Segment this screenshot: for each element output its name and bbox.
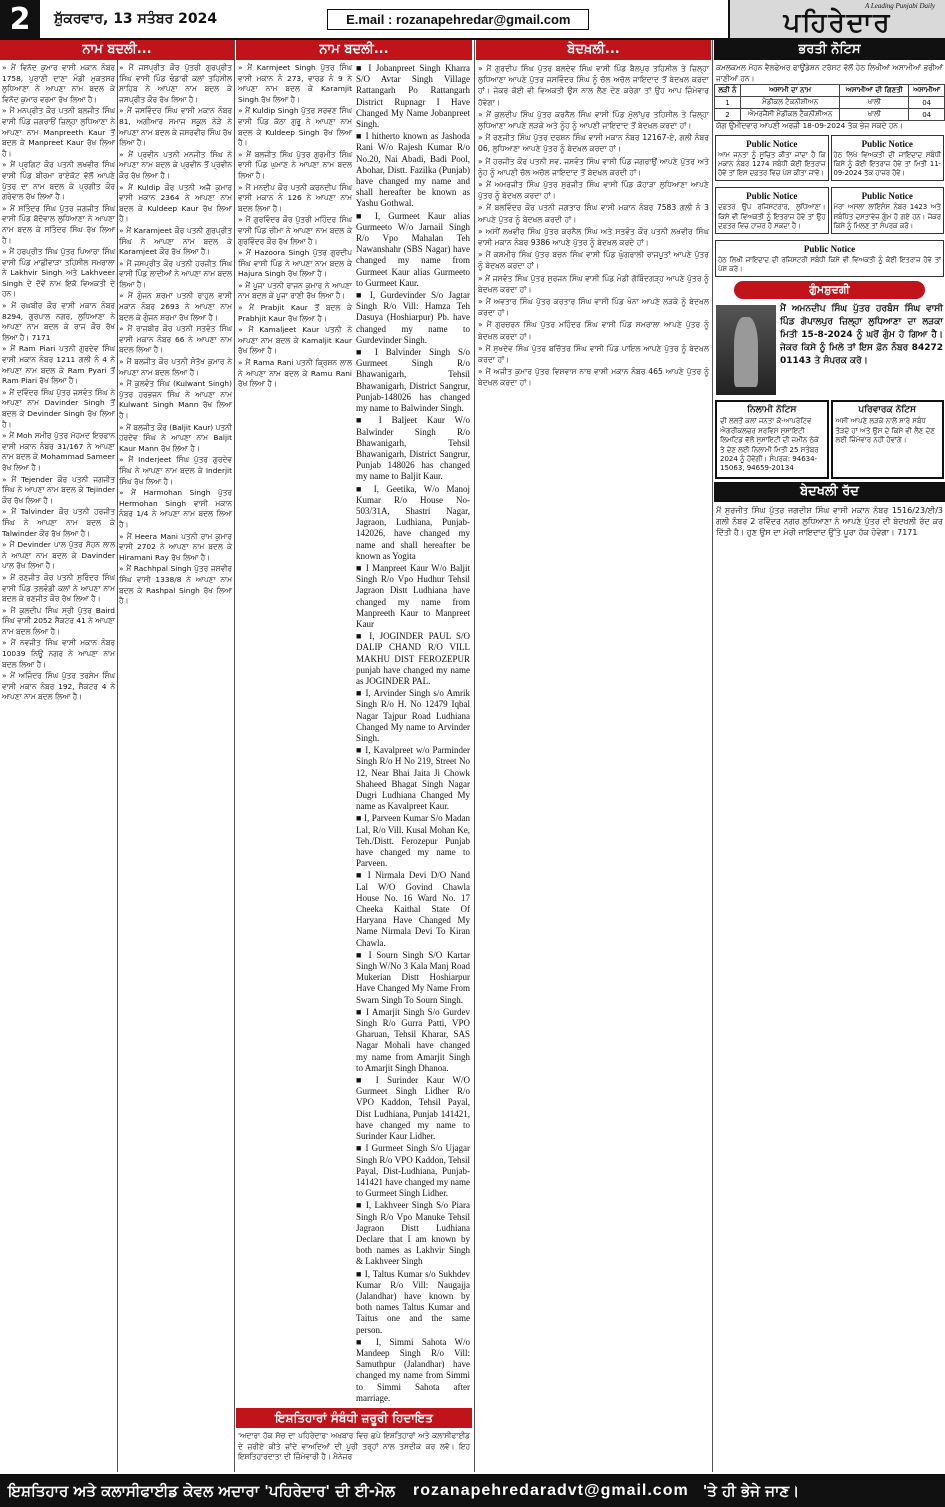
notice-item: » ਮੈਂ ਕੁਲਵੰਤ ਸਿੰਘ (Kulwant Singh) ਪੁੱਤਰ ਹਰਭਜਨ ਸਿੰਘ ਨੇ ਆਪਣਾ ਨਾਮ Kulwant Singh Mann ਰੱਖ ਲਿਆ ਹੈ।	[119, 379, 232, 420]
notice-item: » ਮੈਂ Moh ਸਮੀਰ ਪੁੱਤਰ ਮੋਹਮਦ ਇਰਫਾਨ ਵਾਸੀ ਮਕਾਨ ਨੰਬਰ 31/167 ਨੇ ਆਪਣਾ ਨਾਮ ਬਦਲ ਕੇ Mohammad Sameer ਰੱਖ ਲਿਆ ਹੈ।	[2, 431, 115, 472]
family-notice	[831, 400, 945, 478]
notice-item: » ਅਸੀਂ ਲਖਵੀਰ ਸਿੰਘ ਪੁੱਤਰ ਕਰਨੈਲ ਸਿੰਘ ਅਤੇ ਸਤਵੰਤ ਕੌਰ ਪਤਨੀ ਲਖਵੀਰ ਸਿੰਘ ਵਾਸੀ ਮਕਾਨ ਨੰਬਰ 9386 ਆਪਣੇ ਪੁੱਤਰ ਨੂੰ ਬੇਦਖ਼ਲ ਕਰਦੇ ਹਾਂ।	[478, 226, 709, 248]
notice-item: ■ I, Taltus Kumar s/o Sukhdev Kumar R/o Vill: Naugajja (Jalandhar) have known by both names Taltus Kumar and Taitus one and the same person.	[356, 1268, 470, 1335]
name-change-column-1	[0, 40, 234, 1472]
notice-item: » ਮੈਂ Kuldip Singh ਪੁੱਤਰ ਸਰਵਣ ਸਿੰਘ ਵਾਸੀ ਪਿੰਡ ਕੋਠਾ ਗੁਰੂ ਨੇ ਆਪਣਾ ਨਾਮ ਬਦਲ ਕੇ Kuldeep Singh ਰੱਖ ਲਿਆ ਹੈ।	[238, 106, 352, 148]
table-cell: ਖਾਲੀ	[840, 109, 909, 121]
notice-item: » ਮੈਂ ਸੁਖਦੇਵ ਸਿੰਘ ਪੁੱਤਰ ਬਚਿੱਤਰ ਸਿੰਘ ਵਾਸੀ ਪਿੰਡ ਪਾਇਲ ਆਪਣੇ ਪੁੱਤਰ ਨੂੰ ਬੇਦਖ਼ਲ ਕਰਦਾ ਹਾਂ।	[478, 343, 709, 365]
notice-item: » ਮੈਂ Devinder ਪਾਲ ਪੁੱਤਰ ਸੋਹਨ ਲਾਲ ਨੇ ਆਪਣਾ ਨਾਮ ਬਦਲ ਕੇ Davinder ਪਾਲ ਰੱਖ ਲਿਆ ਹੈ।	[2, 540, 115, 571]
masthead	[728, 0, 945, 38]
public-notice-4	[831, 187, 945, 234]
notice-item: » ਮੈਂ ਕੁਲਦੀਪ ਸਿੰਘ ਪੁੱਤਰ ਕਰਨੈਲ ਸਿੰਘ ਵਾਸੀ ਪਿੰਡ ਮੁੱਲਾਂਪੁਰ ਤਹਿਸੀਲ ਤੇ ਜ਼ਿਲ੍ਹਾ ਲੁਧਿਆਣਾ ਆਪਣੇ ਲੜਕੇ ਅਤੇ ਨੂੰਹ ਨੂੰ ਆਪਣੀ ਜਾਇਦਾਦ ਤੋਂ ਬੇਦਖ਼ਲ ਕਰਦਾ ਹਾਂ।	[478, 109, 709, 131]
notice-item: » ਮੈਂ ਜਸਪ੍ਰੀਤ ਕੌਰ ਪੁੱਤਰੀ ਗੁਰਪ੍ਰੀਤ ਸਿੰਘ ਵਾਸੀ ਪਿੰਡ ਢੰਡਾਰੀ ਕਲਾਂ ਤਹਿਸੀਲ ਸਾਹਿਬ ਨੇ ਆਪਣਾ ਨਾਮ ਬਦਲ ਕੇ ਜਸਪ੍ਰੀਤ ਕੌਰ ਰੱਖ ਲਿਆ ਹੈ।	[119, 63, 232, 104]
notice-item: » ਮੈਂ ਸਤਿੰਦਰ ਸਿੰਘ ਪੁੱਤਰ ਜਗਜੀਤ ਸਿੰਘ ਵਾਸੀ ਪਿੰਡ ਬੱਦੋਵਾਲ ਲੁਧਿਆਣਾ ਨੇ ਆਪਣਾ ਨਾਮ ਬਦਲ ਕੇ ਸਤਿੰਦਰ ਸਿੰਘ ਰੱਖ ਲਿਆ ਹੈ।	[2, 203, 115, 245]
eviction-column	[476, 40, 711, 1472]
public-notice-title: Public Notice	[861, 191, 913, 202]
notice-item: » ਮੈਂ Kuldip ਕੌਰ ਪਤਨੀ ਅਜੈ ਕੁਮਾਰ ਵਾਸੀ ਮਕਾਨ 2364 ਨੇ ਆਪਣਾ ਨਾਮ ਬਦਲ ਕੇ Kuldeep Kaur ਰੱਖ ਲਿਆ ਹੈ।	[119, 182, 232, 224]
notice-item: » ਮੈਂ ਬਲਵਿੰਦਰ ਕੌਰ ਪਤਨੀ ਜਗਤਾਰ ਸਿੰਘ ਵਾਸੀ ਮਕਾਨ ਨੰਬਰ 7583 ਗਲੀ ਨੰ 3 ਆਪਣੇ ਪੁੱਤਰ ਨੂੰ ਬੇਦਖ਼ਲ ਕਰਦੀ ਹਾਂ।	[478, 203, 709, 224]
eviction-list	[476, 63, 711, 389]
public-notice-2	[831, 135, 945, 182]
ad-guidance-text: 'ਅਦਾਰਾ ਹੱਕ ਸੱਚ ਦਾ ਪਹਿਰੇਦਾਰ' ਅਖ਼ਬਾਰ ਵਿਚ ਛਪੇ ਇਸ਼ਤਿਹਾਰਾਂ ਅਤੇ ਕਲਾਸੀਫਾਈਡ ਦੇ ਜ਼ਰੀਏ ਕੀਤੇ ਜਾਂਦੇ ਵਾਅਦਿਆਂ ਦੀ ਪੂਰੀ ਤਰ੍ਹਾਂ ਨਾਲ ਤਸਦੀਕ ਕਰ ਲਵੋ। ਇਹ ਇਸ਼ਤਿਹਾਰਦਾਤਾ ਦੀ ਜ਼ਿੰਮੇਵਾਰੀ ਹੈ। ਮੈਨੇਜਰ	[238, 1430, 470, 1462]
notice-item: » ਮੈਂ Prabjit Kaur ਤੋਂ ਬਦਲ ਕੇ Prabhjit Kaur ਰੱਖ ਲਿਆ ਹੈ।	[238, 303, 352, 323]
notice-item: » ਮੈਂ ਕੁਲਦੀਪ ਸਿੰਘ ਸ੍ਰੀ ਪੁੱਤਰ Baird ਸਿੰਘ ਵਾਸੀ 2052 ਸੈਕਟਰ 41 ਨੇ ਆਪਣਾ ਨਾਮ ਬਦਲ ਲਿਆ ਹੈ।	[2, 605, 115, 636]
notice-item: » ਮੈਂ ਗੁਰਦੀਪ ਸਿੰਘ ਪੁੱਤਰ ਬਲਦੇਵ ਸਿੰਘ ਵਾਸੀ ਪਿੰਡ ਬੈਲਪੁਰ ਤਹਿਸੀਲ ਤੇ ਜ਼ਿਲ੍ਹਾ ਲੁਧਿਆਣਾ ਆਪਣੇ ਪੁੱਤਰ ਜਸਵਿੰਦਰ ਸਿੰਘ ਨੂੰ ਚੱਲ ਅਚੱਲ ਜਾਇਦਾਦ ਤੋਂ ਬੇਦਖ਼ਲ ਕਰਦਾ ਹਾਂ। ਜੇਕਰ ਕੋਈ ਵੀ ਵਿਅਕਤੀ ਉਸ ਨਾਲ ਲੈਣ ਦੇਣ ਕਰੇਗਾ ਤਾਂ ਉਹ ਆਪ ਜ਼ਿੰਮੇਵਾਰ ਹੋਵੇਗਾ।	[478, 64, 709, 107]
public-notice-1	[715, 135, 829, 182]
recruitment-intro: ਕਮਲਕਮਲ ਮੋਹਨ ਵੈਲਫੇਅਰ ਫਾਊਂਡੇਸ਼ਨ ਟਰੱਸਟ ਵੱਲੋਂ ਹੇਠ ਲਿਖੀਆਂ ਅਸਾਮੀਆਂ ਭਰੀਆਂ ਜਾਣੀਆਂ ਹਨ।	[716, 63, 943, 83]
table-header: ਅਸਾਮੀਆਂ ਦੀ ਗਿਣਤੀ	[840, 85, 909, 97]
notice-item: ■ I, Kavalpreet w/o Parminder Singh R/o H No 219, Street No 12, Near Bhai Jaita Ji Chowk Shaheed Bhagat Singh Nagar Dugri Ludhiana Changed My name as Kavalpreet Kaur.	[356, 745, 470, 812]
notice-item: » ਮੈਂ ਮਨਪ੍ਰੀਤ ਕੌਰ ਪਤਨੀ ਬਲਜੀਤ ਸਿੰਘ ਵਾਸੀ ਪਿੰਡ ਜਗਰਾਓਂ ਜ਼ਿਲ੍ਹਾ ਲੁਧਿਆਣਾ ਨੇ ਆਪਣਾ ਨਾਮ Manpreeth Kaur ਤੋਂ ਬਦਲ ਕੇ Manpreet Kaur ਰੱਖ ਲਿਆ ਹੈ।	[2, 106, 115, 158]
notice-item: » ਮੈਂ ਬਲਜੀਤ ਸਿੰਘ ਪੁੱਤਰ ਗੁਰਮੀਤ ਸਿੰਘ ਵਾਸੀ ਪਿੰਡ ਘੁਮਾਣ ਨੇ ਆਪਣਾ ਨਾਮ ਬਦਲ ਲਿਆ ਹੈ।	[238, 149, 352, 180]
notice-item: » ਮੈਂ Talvinder ਕੌਰ ਪਤਨੀ ਹਰਜੀਤ ਸਿੰਘ ਨੇ ਆਪਣਾ ਨਾਮ ਬਦਲ ਕੇ Talwinder ਕੌਰ ਰੱਖ ਲਿਆ ਹੈ।	[2, 507, 115, 538]
table-row	[715, 97, 945, 109]
notice-item: » ਮੈਂ ਹਰਜੀਤ ਕੌਰ ਪਤਨੀ ਸਵ. ਜਸਵੰਤ ਸਿੰਘ ਵਾਸੀ ਪਿੰਡ ਜਗਰਾਉਂ ਆਪਣੇ ਪੁੱਤਰ ਅਤੇ ਨੂੰਹ ਨੂੰ ਆਪਣੀ ਚੱਲ ਅਚੱਲ ਜਾਇਦਾਦ ਤੋਂ ਬੇਦਖ਼ਲ ਕਰਦੀ ਹਾਂ।	[478, 156, 709, 177]
notice-item: » ਮੈਂ ਕਸ਼ਮੀਰ ਸਿੰਘ ਪੁੱਤਰ ਬਚਨ ਸਿੰਘ ਵਾਸੀ ਪਿੰਡ ਘੁੰਗਰਾਲੀ ਰਾਜਪੂਤਾਂ ਆਪਣੇ ਪੁੱਤਰ ਨੂੰ ਬੇਦਖ਼ਲ ਕਰਦਾ ਹਾਂ।	[478, 250, 709, 271]
notice-item: » ਮੈਂ Ram Piari ਪਤਨੀ ਗੁਰਦੇਵ ਸਿੰਘ ਵਾਸੀ ਮਕਾਨ ਨੰਬਰ 1211 ਗਲੀ ਨੰ 4 ਨੇ ਆਪਣਾ ਨਾਮ ਬਦਲ ਕੇ Ram Pyari ਤੋਂ Ram Piari ਰੱਖ ਲਿਆ ਹੈ।	[2, 344, 115, 386]
notice-item: » ਮੈਂ ਪ੍ਰਵੀਨ ਪਤਨੀ ਮਨਜੀਤ ਸਿੰਘ ਨੇ ਆਪਣਾ ਨਾਮ ਬਦਲ ਕੇ ਪ੍ਰਵੀਨ ਤੋਂ ਪ੍ਰਵੀਨ ਕੌਰ ਰੱਖ ਲਿਆ ਹੈ।	[119, 149, 232, 180]
table-cell: 1	[715, 97, 741, 109]
notice-item: ■ I, Arvinder Singh s/o Amrik Singh R/o H. No 12479 Iqbal Nagar Tajpur Road Ludhiana Changed My name to Arvinder Singh.	[356, 688, 470, 743]
notice-item: » ਮੈਂ Heera Mani ਪਤਨੀ ਰਾਮ ਕੁਮਾਰ ਵਾਸੀ 2702 ਨੇ ਆਪਣਾ ਨਾਮ ਬਦਲ ਕੇ Hiramani Ray ਰੱਖ ਲਿਆ ਹੈ।	[119, 531, 232, 562]
notice-item: ■ I, Simmi Sahota W/o Mandeep Singh R/o Vill: Samuthpur (Jalandhar) have changed my name from Simmi to Simmi Sahota after marriage.	[356, 1336, 470, 1403]
notice-item: » ਮੈਂ Karamjeet ਕੌਰ ਪਤਨੀ ਗੁਰਪ੍ਰੀਤ ਸਿੰਘ ਨੇ ਆਪਣਾ ਨਾਮ ਬਦਲ ਕੇ Karamjeet ਕੌਰ ਰੱਖ ਲਿਆ ਹੈ।	[119, 225, 232, 257]
notice-item: » ਮੈਂ ਬਲਜੀਤ ਕੌਰ (Baljit Kaur) ਪਤਨੀ ਹਰਦੇਵ ਸਿੰਘ ਨੇ ਆਪਣਾ ਨਾਮ Baljit Kaur Mann ਰੱਖ ਲਿਆ ਹੈ।	[119, 422, 232, 453]
public-notice-title: Public Notice	[746, 191, 798, 202]
notice-item: » ਮੈਂ ਜਸਵਿੰਦਰ ਸਿੰਘ ਵਾਸੀ ਮਕਾਨ ਨੰਬਰ 81, ਅਗੀਆਰ ਸਮਾਜ ਸਕੂਲ ਨੇੜੇ ਨੇ ਆਪਣਾ ਨਾਮ ਬਦਲ ਕੇ ਜਸਰਵੀਰ ਸਿੰਘ ਰੱਖ ਲਿਆ ਹੈ।	[119, 106, 232, 148]
footer-email[interactable]: rozanapehredaradvt@gmail.com	[413, 1481, 689, 1499]
notice-item: » ਮੈਂ ਹਰਪ੍ਰੀਤ ਸਿੰਘ ਪੁੱਤਰ ਪਿਆਰਾ ਸਿੰਘ ਵਾਸੀ ਪਿੰਡ ਮਾਛੀਵਾੜਾ ਤਹਿਸੀਲ ਸਮਰਾਲਾ ਨੇ Lakhvir Singh ਅਤੇ Lakhveer Singh ਦੇ ਦੋਵੇਂ ਨਾਮ ਇਕੋ ਵਿਅਕਤੀ ਦੇ ਹਨ।	[2, 247, 115, 299]
masthead-logo: ਪਹਿਰੇਦਾਰ	[783, 8, 892, 38]
table-cell: ਖਾਲੀ	[840, 97, 909, 109]
notice-item: » ਮੈਂ ਜਸਪ੍ਰੀਤ ਕੌਰ ਪਤਨੀ ਹਰਜੀਤ ਸਿੰਘ ਵਾਸੀ ਪਿੰਡ ਲਾਦੀਆਂ ਨੇ ਆਪਣਾ ਨਾਮ ਬਦਲ ਲਿਆ ਹੈ।	[119, 258, 232, 289]
auction-notice	[715, 400, 829, 478]
notice-item: ■ I, JOGINDER PAUL S/O DALIP CHAND R/O VILL MAKHU DIST FEROZEPUR punjab have changed my name as JOGINDER PAL.	[356, 631, 470, 686]
public-notice-text: ਆਮ ਜਨਤਾ ਨੂੰ ਸੂਚਿਤ ਕੀਤਾ ਜਾਂਦਾ ਹੈ ਕਿ ਮਕਾਨ ਨੰਬਰ 1274 ਸਬੰਧੀ ਕੋਈ ਇਤਰਾਜ਼ ਹੋਵੇ ਤਾਂ ਇਸ ਦਫ਼ਤਰ ਵਿਚ ਪੇਸ਼ ਕੀਤਾ ਜਾਵੇ।	[718, 150, 826, 178]
public-notice-text: ਹੇਠ ਲਿਖੀ ਜਾਇਦਾਦ ਦੀ ਰਜਿਸਟਰੀ ਸਬੰਧੀ ਕਿਸੇ ਵੀ ਵਿਅਕਤੀ ਨੂੰ ਕੋਈ ਇਤਰਾਜ਼ ਹੋਵੇ ਤਾਂ ਪੇਸ਼ ਕਰੇ।	[718, 256, 941, 274]
section-title-name-change-3: ਨਾਮ ਬਦਲੀ...	[236, 40, 472, 60]
notice-item: » ਮੈਂ Hazoora Singh ਪੁੱਤਰ ਗੁਰਦੀਪ ਸਿੰਘ ਵਾਸੀ ਪਿੰਡ ਨੇ ਆਪਣਾ ਨਾਮ ਬਦਲ ਕੇ Hajura Singh ਰੱਖ ਲਿਆ ਹੈ।	[238, 248, 352, 279]
name-change-column-3	[236, 40, 472, 1472]
notice-item: » ਮੈਂ Karmjeet Singh ਪੁੱਤਰ ਸਿੰਘ ਵਾਸੀ ਮਕਾਨ ਨੰ 273, ਵਾਰਡ ਨੰ 9 ਨੇ ਆਪਣਾ ਨਾਮ ਬਦਲ ਕੇ Karamjit Singh ਰੱਖ ਲਿਆ ਹੈ।	[238, 63, 352, 104]
notice-item: ■ I Balvinder Singh S/o Gurmeet Singh R/o Bhawanigarh, Tehsil Bhawanigarh, District Sangrur, Punjab-148026 has changed my name to Balwinder Singh.	[356, 347, 470, 414]
section-title-eviction: ਬੇਦਖ਼ਲੀ...	[476, 40, 711, 60]
notice-item: » ਮੈਂ Inderjeet ਸਿੰਘ ਪੁੱਤਰ ਗੁਰਦੇਵ ਸਿੰਘ ਨੇ ਆਪਣਾ ਨਾਮ ਬਦਲ ਕੇ Inderjit ਸਿੰਘ ਰੱਖ ਲਿਆ ਹੈ।	[119, 455, 232, 486]
table-cell: 2	[715, 109, 741, 121]
notice-item: » ਮੈਂ ਪ੍ਰਗਿਟ ਕੌਰ ਪਤਨੀ ਲਖਵੀਰ ਸਿੰਘ ਵਾਸੀ ਪਿੰਡ ਬੀਰਮਾ ਰਾਏਕੋਟ ਵੱਲੋਂ ਆਪਣੇ ਪੁੱਤਰ ਦਾ ਨਾਮ ਬਦਲ ਕੇ ਪ੍ਰਗੀਤ ਕੌਰ ਗਰੇਵਾਲ ਰੱਖ ਲਿਆ ਹੈ।	[2, 160, 115, 202]
notice-item: ■ I, Parveen Kumar S/o Madan Lal, R/o Vill. Kusal Mohan Ke, Teh./Distt. Ferozepur Punjab have changed my name to Parveen.	[356, 813, 470, 869]
eviction-cancel-text: ਮੈਂ ਸੁਰਜੀਤ ਸਿੰਘ ਪੁੱਤਰ ਜਗਦੀਸ਼ ਸਿੰਘ ਵਾਸੀ ਮਕਾਨ ਨੰਬਰ 1516/23/ਈ/3 ਗਲੀ ਨੰਬਰ 2 ਰਵਿੰਦਰ ਨਗਰ ਲੁਧਿਆਣਾ ਨੇ ਆਪਣੇ ਪੁੱਤਰ ਦੀ ਬੇਦਖ਼ਲੀ ਰੱਦ ਕਰ ਦਿੱਤੀ ਹੈ। ਹੁਣ ਉਸ ਦਾ ਮੇਰੀ ਜਾਇਦਾਦ ਉੱਤੇ ਪੂਰਾ ਹੱਕ ਹੋਵੇਗਾ। 7171	[716, 505, 943, 537]
issue-date: ਸ਼ੁੱਕਰਵਾਰ, 13 ਸਤੰਬਰ 2024	[54, 11, 218, 27]
table-row	[715, 109, 945, 121]
public-notice-3	[715, 187, 829, 234]
table-cell: 04	[909, 109, 945, 121]
notice-item: » ਮੈਂ Tejender ਕੌਰ ਪਤਨੀ ਜਗਜੀਤ ਸਿੰਘ ਨੇ ਆਪਣਾ ਨਾਮ ਬਦਲ ਕੇ Tejinder ਕੌਰ ਰੱਖ ਲਿਆ ਹੈ।	[2, 474, 115, 505]
table-cell: ਐਮਰਜੈਂਸੀ ਮੈਡੀਕਲ ਟੈਕਨੀਸ਼ੀਅਨ	[740, 109, 840, 121]
public-notice-text: ਦਫ਼ਤਰ ਉਪ ਰਜਿਸਟਰਾਰ, ਲੁਧਿਆਣਾ। ਕਿਸੇ ਵੀ ਵਿਅਕਤੀ ਨੂੰ ਇਤਰਾਜ਼ ਹੋਵੇ ਤਾਂ ਉਹ ਦਫ਼ਤਰ ਵਿਚ ਹਾਜ਼ਰ ਹੋ ਸਕਦਾ ਹੈ।	[718, 203, 826, 230]
notice-item: » ਮੈਂ ਮਨਦੀਪ ਕੌਰ ਪਤਨੀ ਕਰਨਦੀਪ ਸਿੰਘ ਵਾਸੀ ਮਕਾਨ ਨੰ 126 ਨੇ ਆਪਣਾ ਨਾਮ ਬਦਲ ਲਿਆ ਹੈ।	[238, 182, 352, 213]
notice-item: » ਮੈਂ ਗੁਰਵਿੰਦਰ ਕੌਰ ਪੁੱਤਰੀ ਮਹਿੰਦਰ ਸਿੰਘ ਵਾਸੀ ਪਿੰਡ ਚੀਮਾ ਨੇ ਆਪਣਾ ਨਾਮ ਬਦਲ ਕੇ ਗੁਰਵਿੰਦਰ ਕੌਰ ਰੱਖ ਲਿਆ ਹੈ।	[238, 215, 352, 246]
notice-item: » ਮੈਂ Kamaljeet Kaur ਪਤਨੀ ਨੇ ਆਪਣਾ ਨਾਮ ਬਦਲ ਕੇ Kamaljit Kaur ਰੱਖ ਲਿਆ ਹੈ।	[238, 325, 352, 356]
family-notice-title: ਪਰਿਵਾਰਕ ਨੋਟਿਸ	[858, 405, 917, 416]
notice-item: » ਮੈਂ ਰਾਜਬੀਰ ਕੌਰ ਪਤਨੀ ਸਤਵੰਤ ਸਿੰਘ ਵਾਸੀ ਮਕਾਨ ਨੰਬਰ 66 ਨੇ ਆਪਣਾ ਨਾਮ ਬਦਲ ਲਿਆ ਹੈ।	[119, 324, 232, 355]
recruitment-body: ਯੋਗ ਉਮੀਦਵਾਰ ਆਪਣੀ ਅਰਜ਼ੀ 18-09-2024 ਤੱਕ ਭੇਜ ਸਕਦੇ ਹਨ।	[716, 121, 903, 131]
notice-item: ■ I Jobanpreet Singh Kharra S/O Avtar Singh Village Rattangarh Po Rattangarh District Rupnagr I Have Changed My Name Jobanpreet Singh.	[356, 63, 470, 130]
name-change-list-2	[117, 63, 234, 704]
notice-item: ■ I Gurmeet Singh S/o Ujagar Singh R/o VPO Kaddon, Tehsil Payal, Dist-Ludhiana, Punjab-141421 have changed my name to Gurmeet Singh Lidher.	[356, 1143, 470, 1199]
notice-item: » ਮੈਂ ਅਜੀਤ ਕੁਮਾਰ ਪੁੱਤਰ ਵਿਸ਼ਵਾਸ ਨਾਥ ਵਾਸੀ ਮਕਾਨ ਨੰਬਰ 465 ਆਪਣੇ ਪੁੱਤਰ ਨੂੰ ਬੇਦਖ਼ਲ ਕਰਦਾ ਹਾਂ।	[478, 367, 709, 388]
notice-item: ■ I Nirmala Devi D/O Nand Lal W/O Govind Chawla House No. 16 Ward No. 17 Cheeka Kaithal State Of Haryana Have Changed My Name Nirmala Devi To Kiran Chawla.	[356, 870, 470, 948]
table-cell: 04	[909, 97, 945, 109]
name-change-list-1	[0, 63, 117, 704]
notice-item: » ਮੈਂ ਰਣਜੀਤ ਸਿੰਘ ਪੁੱਤਰ ਦਰਸ਼ਨ ਸਿੰਘ ਵਾਸੀ ਮਕਾਨ ਨੰਬਰ 12167-ਏ, ਗਲੀ ਨੰਬਰ 06, ਲੁਧਿਆਣਾ ਆਪਣੇ ਪੁੱਤਰ ਨੂੰ ਬੇਦਖ਼ਲ ਕਰਦਾ ਹਾਂ।	[478, 133, 709, 154]
notice-item: ■ I Manpreet Kaur W/o Baljit Singh R/o Vpo Hudhur Tehsil Jagraon Distt Ludhiana have changed my name from Manpreeth Kaur to Manpreet Kaur	[356, 562, 470, 629]
notice-item: ■ I Amarjit Singh S/o Gurdev Singh R/o Gurra Patti, VPO Gharuan, Tehsil Kharar, SAS Nagar Mohali have changed my name from Amarjit Singh to Amarjit Singh Dhanoa.	[356, 1006, 470, 1073]
public-notice-title: Public Notice	[746, 138, 798, 149]
notice-item: » ਮੈਂ ਅਜਿੰਦਰ ਸਿੰਘ ਪੁੱਤਰ ਤਰਸੇਮ ਸਿੰਘ ਵਾਸੀ ਮਕਾਨ ਨੰਬਰ 192, ਸੈਕਟਰ 4 ਨੇ ਆਪਣਾ ਨਾਮ ਬਦਲ ਲਿਆ ਹੈ।	[2, 671, 115, 702]
page-number: 2	[0, 0, 40, 38]
page-footer	[0, 1474, 945, 1507]
notice-item: » ਮੈਂ ਗੁਰਚਰਨ ਸਿੰਘ ਪੁੱਤਰ ਮਹਿੰਦਰ ਸਿੰਘ ਵਾਸੀ ਪਿੰਡ ਸਮਰਾਲਾ ਆਪਣੇ ਪੁੱਤਰ ਨੂੰ ਬੇਦਖ਼ਲ ਕਰਦਾ ਹਾਂ।	[478, 320, 709, 341]
notice-item: » ਮੈਂ ਦਵਿੰਦਰ ਸਿੰਘ ਪੁੱਤਰ ਜਸਵੰਤ ਸਿੰਘ ਨੇ ਆਪਣਾ ਨਾਮ Davinder Singh ਤੋਂ ਬਦਲ ਕੇ Devinder Singh ਰੱਖ ਲਿਆ ਹੈ।	[2, 387, 115, 429]
notice-item: » ਮੈਂ ਜਸਵੰਤ ਸਿੰਘ ਪੁੱਤਰ ਸੁਰਜਨ ਸਿੰਘ ਵਾਸੀ ਪਿੰਡ ਮੰਡੀ ਗੋਬਿੰਦਗੜ੍ਹ ਆਪਣੇ ਪੁੱਤਰ ਨੂੰ ਬੇਦਖ਼ਲ ਕਰਦਾ ਹਾਂ।	[478, 273, 709, 294]
notice-item: » ਮੈਂ ਪੂਜਾ ਪਤਨੀ ਰਾਜਨ ਕੁਮਾਰ ਨੇ ਆਪਣਾ ਨਾਮ ਬਦਲ ਕੇ ਪੂਜਾ ਰਾਣੀ ਰੱਖ ਲਿਆ ਹੈ।	[238, 280, 352, 301]
table-header: ਲੜੀ ਨੰ	[715, 85, 741, 97]
notice-item: ■ I hitherto known as Jashoda Rani W/o Rajesh Kumar R/o No.20, Nai Abadi, Badi Pool, Abohar, Distt. Fazilka (Punjab) have changed my name and shall hereafter be known as Yashu Gothwal.	[356, 131, 470, 209]
notice-item: » ਮੈਂ ਅਮਰਜੀਤ ਸਿੰਘ ਪੁੱਤਰ ਸੁਰਜੀਤ ਸਿੰਘ ਵਾਸੀ ਪਿੰਡ ਕੋਹਾੜਾ ਲੁਧਿਆਣਾ ਆਪਣੇ ਪੁੱਤਰ ਨੂੰ ਬੇਦਖ਼ਲ ਕਰਦਾ ਹਾਂ।	[478, 180, 709, 201]
masthead-tagline: A Leading Punjabi Daily	[864, 2, 935, 10]
header-email[interactable]: E.mail : rozanapehredar@gmail.com	[327, 9, 589, 30]
notice-item: » ਮੈਂ ਅਵਤਾਰ ਸਿੰਘ ਪੁੱਤਰ ਕਰਤਾਰ ਸਿੰਘ ਵਾਸੀ ਪਿੰਡ ਖੰਨਾ ਆਪਣੇ ਲੜਕੇ ਨੂੰ ਬੇਦਖ਼ਲ ਕਰਦਾ ਹਾਂ।	[478, 297, 709, 318]
notice-item: ■ I Baljeet Kaur W/o Balwinder Singh R/o Bhawanigarh, Tehsil Bhawanigarh, District Sangrur, Punjab 148026 has changed my name to Baljit Kaur.	[356, 415, 470, 482]
notice-item: » ਮੈਂ Rama Rani ਪਤਨੀ ਕ੍ਰਿਸ਼ਨ ਲਾਲ ਨੇ ਆਪਣਾ ਨਾਮ ਬਦਲ ਕੇ Ramu Rani ਰੱਖ ਲਿਆ ਹੈ।	[238, 358, 352, 389]
public-notice-5	[715, 240, 944, 277]
footer-suffix: 'ਤੇ ਹੀ ਭੇਜੇ ਜਾਣ।	[702, 1481, 800, 1500]
notice-item: » ਮੈਂ ਰਣਜੀਤ ਕੌਰ ਪਤਨੀ ਸੁਰਿੰਦਰ ਸਿੰਘ ਵਾਸੀ ਪਿੰਡ ਤਲਵੰਡੀ ਕਲਾਂ ਨੇ ਆਪਣਾ ਨਾਮ ਬਦਲ ਕੇ ਰਣਜੀਤ ਕੌਰ ਰੱਖ ਲਿਆ ਹੈ।	[2, 572, 115, 604]
public-notice-title: Public Notice	[861, 138, 913, 149]
notice-item: » ਮੈਂ ਗੁੰਜਨ ਸ਼ਰਮਾ ਪਤਨੀ ਰਾਹੁਲ ਵਾਸੀ ਮਕਾਨ ਨੰਬਰ 2693 ਨੇ ਆਪਣਾ ਨਾਮ ਬਦਲ ਕੇ ਗੁੰਜਨ ਸ਼ਰਮਾ ਰੱਖ ਲਿਆ ਹੈ।	[119, 291, 232, 322]
notice-item: ■ I, Gurdevinder S/o Jagtar Singh R/o Vill: Hamza Teh Dasuya (Hoshiarpur) Pb. have changed my name to Gurdevinder Singh.	[356, 290, 470, 345]
notice-item: » ਮੈਂ ਨਵਜੀਤ ਸਿੰਘ ਵਾਸੀ ਮਕਾਨ ਨੰਬਰ 10039 ਨਿਊ ਨਗਰ ਨੇ ਆਪਣਾ ਨਾਮ ਬਦਲ ਲਿਆ ਹੈ।	[2, 638, 115, 669]
section-title-recruitment: ਭਰਤੀ ਨੋਟਿਸ	[714, 40, 945, 60]
missing-person-text: ਮੈਂ ਅਮਨਦੀਪ ਸਿੰਘ ਪੁੱਤਰ ਹਰਬੰਸ ਸਿੰਘ ਵਾਸੀ ਪਿੰਡ ਗੋਪਾਲਪੁਰ ਜ਼ਿਲ੍ਹਾ ਲੁਧਿਆਣਾ ਦਾ ਲੜਕਾ ਮਿਤੀ 15-8-2024 ਨੂੰ ਘਰੋਂ ਗੁੰਮ ਹੋ ਗਿਆ ਹੈ। ਜੇਕਰ ਕਿਸੇ ਨੂੰ ਮਿਲੇ ਤਾਂ ਇਸ ਫ਼ੋਨ ਨੰਬਰ 84272 01143 ਤੇ ਸੰਪਰਕ ਕਰੋ।	[780, 304, 943, 367]
notice-item: ■ I, Lakhveer Singh S/o Piara Singh R/o Vpo Manuke Tehsil Jagraon Distt Ludhiana Declare that I am known by both names as Lakhvir Singh & Lakhveer Singh	[356, 1200, 470, 1267]
footer-prefix: ਇਸ਼ਤਿਹਾਰ ਅਤੇ ਕਲਾਸੀਫਾਈਡ ਕੇਵਲ ਅਦਾਰਾ 'ਪਹਿਰੇਦਾਰ' ਦੀ ਈ-ਮੇਲ	[8, 1481, 396, 1500]
public-notice-text: ਮੇਰਾ ਅਸਲਾ ਲਾਇਸੰਸ ਨੰਬਰ 1423 ਅਤੇ ਸਬੰਧਿਤ ਦਸਤਾਵੇਜ਼ ਗੁੰਮ ਹੋ ਗਏ ਹਨ। ਜੇਕਰ ਕਿਸੇ ਨੂੰ ਮਿਲਣ ਤਾਂ ਸੰਪਰਕ ਕਰੋ।	[833, 203, 941, 230]
name-change-list-english	[354, 63, 472, 1405]
auction-notice-text: ਦੀ ਲਲਤੋਂ ਕਲਾਂ ਜਨਤਾ ਕੋ-ਆਪਰੇਟਿਵ ਐਗਰੀਕਲਚਰ ਸਰਵਿਸ ਸੁਸਾਇਟੀ ਲਿਮਟਿਡ ਵੱਲੋਂ ਸੁਸਾਇਟੀ ਦੀ ਜ਼ਮੀਨ ਠੇਕੇ ਤੇ ਦੇਣ ਲਈ ਨਿਲਾਮੀ ਮਿਤੀ 25 ਸਤੰਬਰ 2024 ਨੂੰ ਹੋਵੇਗੀ। ਸੰਪਰਕ: 94634-15063, 94659-20134	[720, 417, 819, 473]
family-notice-text: ਅਸੀਂ ਆਪਣੇ ਲੜਕੇ ਨਾਲੋਂ ਸਾਰੇ ਸਬੰਧ ਤੋੜਦੇ ਹਾਂ ਅਤੇ ਉਸ ਦੇ ਕਿਸੇ ਵੀ ਲੈਣ ਦੇਣ ਲਈ ਜ਼ਿੰਮੇਵਾਰ ਨਹੀਂ ਹੋਵਾਂਗੇ।	[835, 417, 935, 445]
table-header: ਅਸਾਮੀਆਂ	[909, 85, 945, 97]
missing-person-heading: ਗੁੰਮਸ਼ੁਦਗੀ	[734, 281, 925, 299]
recruitment-table	[714, 84, 945, 121]
notice-item: » ਮੈਂ ਰਘਬੀਰ ਕੌਰ ਵਾਸੀ ਮਕਾਨ ਨੰਬਰ 8294, ਗੁਰਪਾਲ ਨਗਰ, ਲੁਧਿਆਣਾ ਨੇ ਆਪਣਾ ਨਾਮ ਬਦਲ ਕੇ ਰਾਜ ਕੌਰ ਰੱਖ ਲਿਆ ਹੈ। 7171	[2, 301, 115, 342]
section-title-name-change: ਨਾਮ ਬਦਲੀ...	[0, 40, 234, 60]
notice-item: ■ I, Geetika, W/o Manoj Kumar R/o House No-503/31A, Shastri Nagar, Jagraon, Ludhiana, Punjab-142026, have changed my name and shall hereafter be known as Yogita	[356, 483, 470, 561]
notice-item: » ਮੈਂ Rachhpal Singh ਪੁੱਤਰ ਜਸਵੀਰ ਸਿੰਘ ਵਾਸੀ 1338/8 ਨੇ ਆਪਣਾ ਨਾਮ ਬਦਲ ਕੇ Rashpal Singh ਰੱਖ ਲਿਆ ਹੈ।	[119, 564, 232, 606]
notice-item: ■ I Sourn Singh S/O Kartar Singh W/No 3 Kala Manj Road Mukerian Distt Hoshiarpur Have Changed My Name From Swarn Singh To Sourn Singh.	[356, 949, 470, 1005]
section-title-eviction-cancel: ਬੇਦਖਲੀ ਰੱਦ	[714, 482, 945, 502]
notice-item: » ਮੈਂ Harmohan Singh ਪੁੱਤਰ Hermohan Singh ਵਾਸੀ ਮਕਾਨ ਨੰਬਰ 1/4 ਨੇ ਆਪਣਾ ਨਾਮ ਬਦਲ ਲਿਆ ਹੈ।	[119, 488, 232, 529]
notices-column	[714, 40, 945, 1472]
table-header: ਅਸਾਮੀ ਦਾ ਨਾਮ	[740, 85, 840, 97]
ad-guidance-banner: ਇਸ਼ਤਿਹਾਰਾਂ ਸੰਬੰਧੀ ਜ਼ਰੂਰੀ ਹਿਦਾਇਤ	[236, 1408, 472, 1428]
table-cell: ਮੈਡੀਕਲ ਟੈਕਨੀਸ਼ੀਅਨ	[740, 97, 840, 109]
name-change-list-punjabi	[236, 63, 354, 1405]
notice-item: ■ I Surinder Kaur W/O Gurmeet Singh Lidher R/o VPO Kaddon, Tehsil Payal, Dist Ludhiana, Punjab 141421, have changed my name to Surinder Kaur Lidher.	[356, 1075, 470, 1142]
public-notice-text: ਹੇਠ ਲਿਖੇ ਵਿਅਕਤੀ ਦੀ ਜਾਇਦਾਦ ਸਬੰਧੀ ਕਿਸੇ ਨੂੰ ਕੋਈ ਇਤਰਾਜ਼ ਹੋਵੇ ਤਾਂ ਮਿਤੀ 11-09-2024 ਤੱਕ ਹਾਜ਼ਰ ਹੋਵੇ।	[833, 150, 941, 178]
missing-person-photo	[716, 305, 776, 395]
notice-item: » ਮੈਂ ਵਿਨੋਦ ਕੁਮਾਰ ਵਾਸੀ ਮਕਾਨ ਨੰਬਰ 1758, ਪੁਰਾਣੀ ਦਾਣਾ ਮੰਡੀ ਮੁਕਤਸਰ ਲੁਧਿਆਣਾ ਨੇ ਆਪਣਾ ਨਾਮ ਬਦਲ ਕੇ ਵਿਨੋਦ ਕੁਮਾਰ ਵਰਮਾ ਰੱਖ ਲਿਆ ਹੈ।	[2, 63, 115, 104]
auction-notice-title: ਨਿਲਾਮੀ ਨੋਟਿਸ	[747, 405, 797, 416]
notice-item: » ਮੈਂ ਬਲਜੀਤ ਕੌਰ ਪਤਨੀ ਸੰਤੋਖ ਕੁਮਾਰ ਨੇ ਆਪਣਾ ਨਾਮ ਬਦਲ ਲਿਆ ਹੈ।	[119, 357, 232, 377]
notice-item: ■ I, Gurmeet Kaur alias Gurmeeto W/o Jarnail Singh R/o Vpo Mahalan Teh Nawanshahr (SBS Nagar) have changed my name from Gurmeet Kaur alias Gurmeeto to Gurmeet Kaur.	[356, 210, 470, 288]
public-notice-title: Public Notice	[803, 244, 856, 254]
